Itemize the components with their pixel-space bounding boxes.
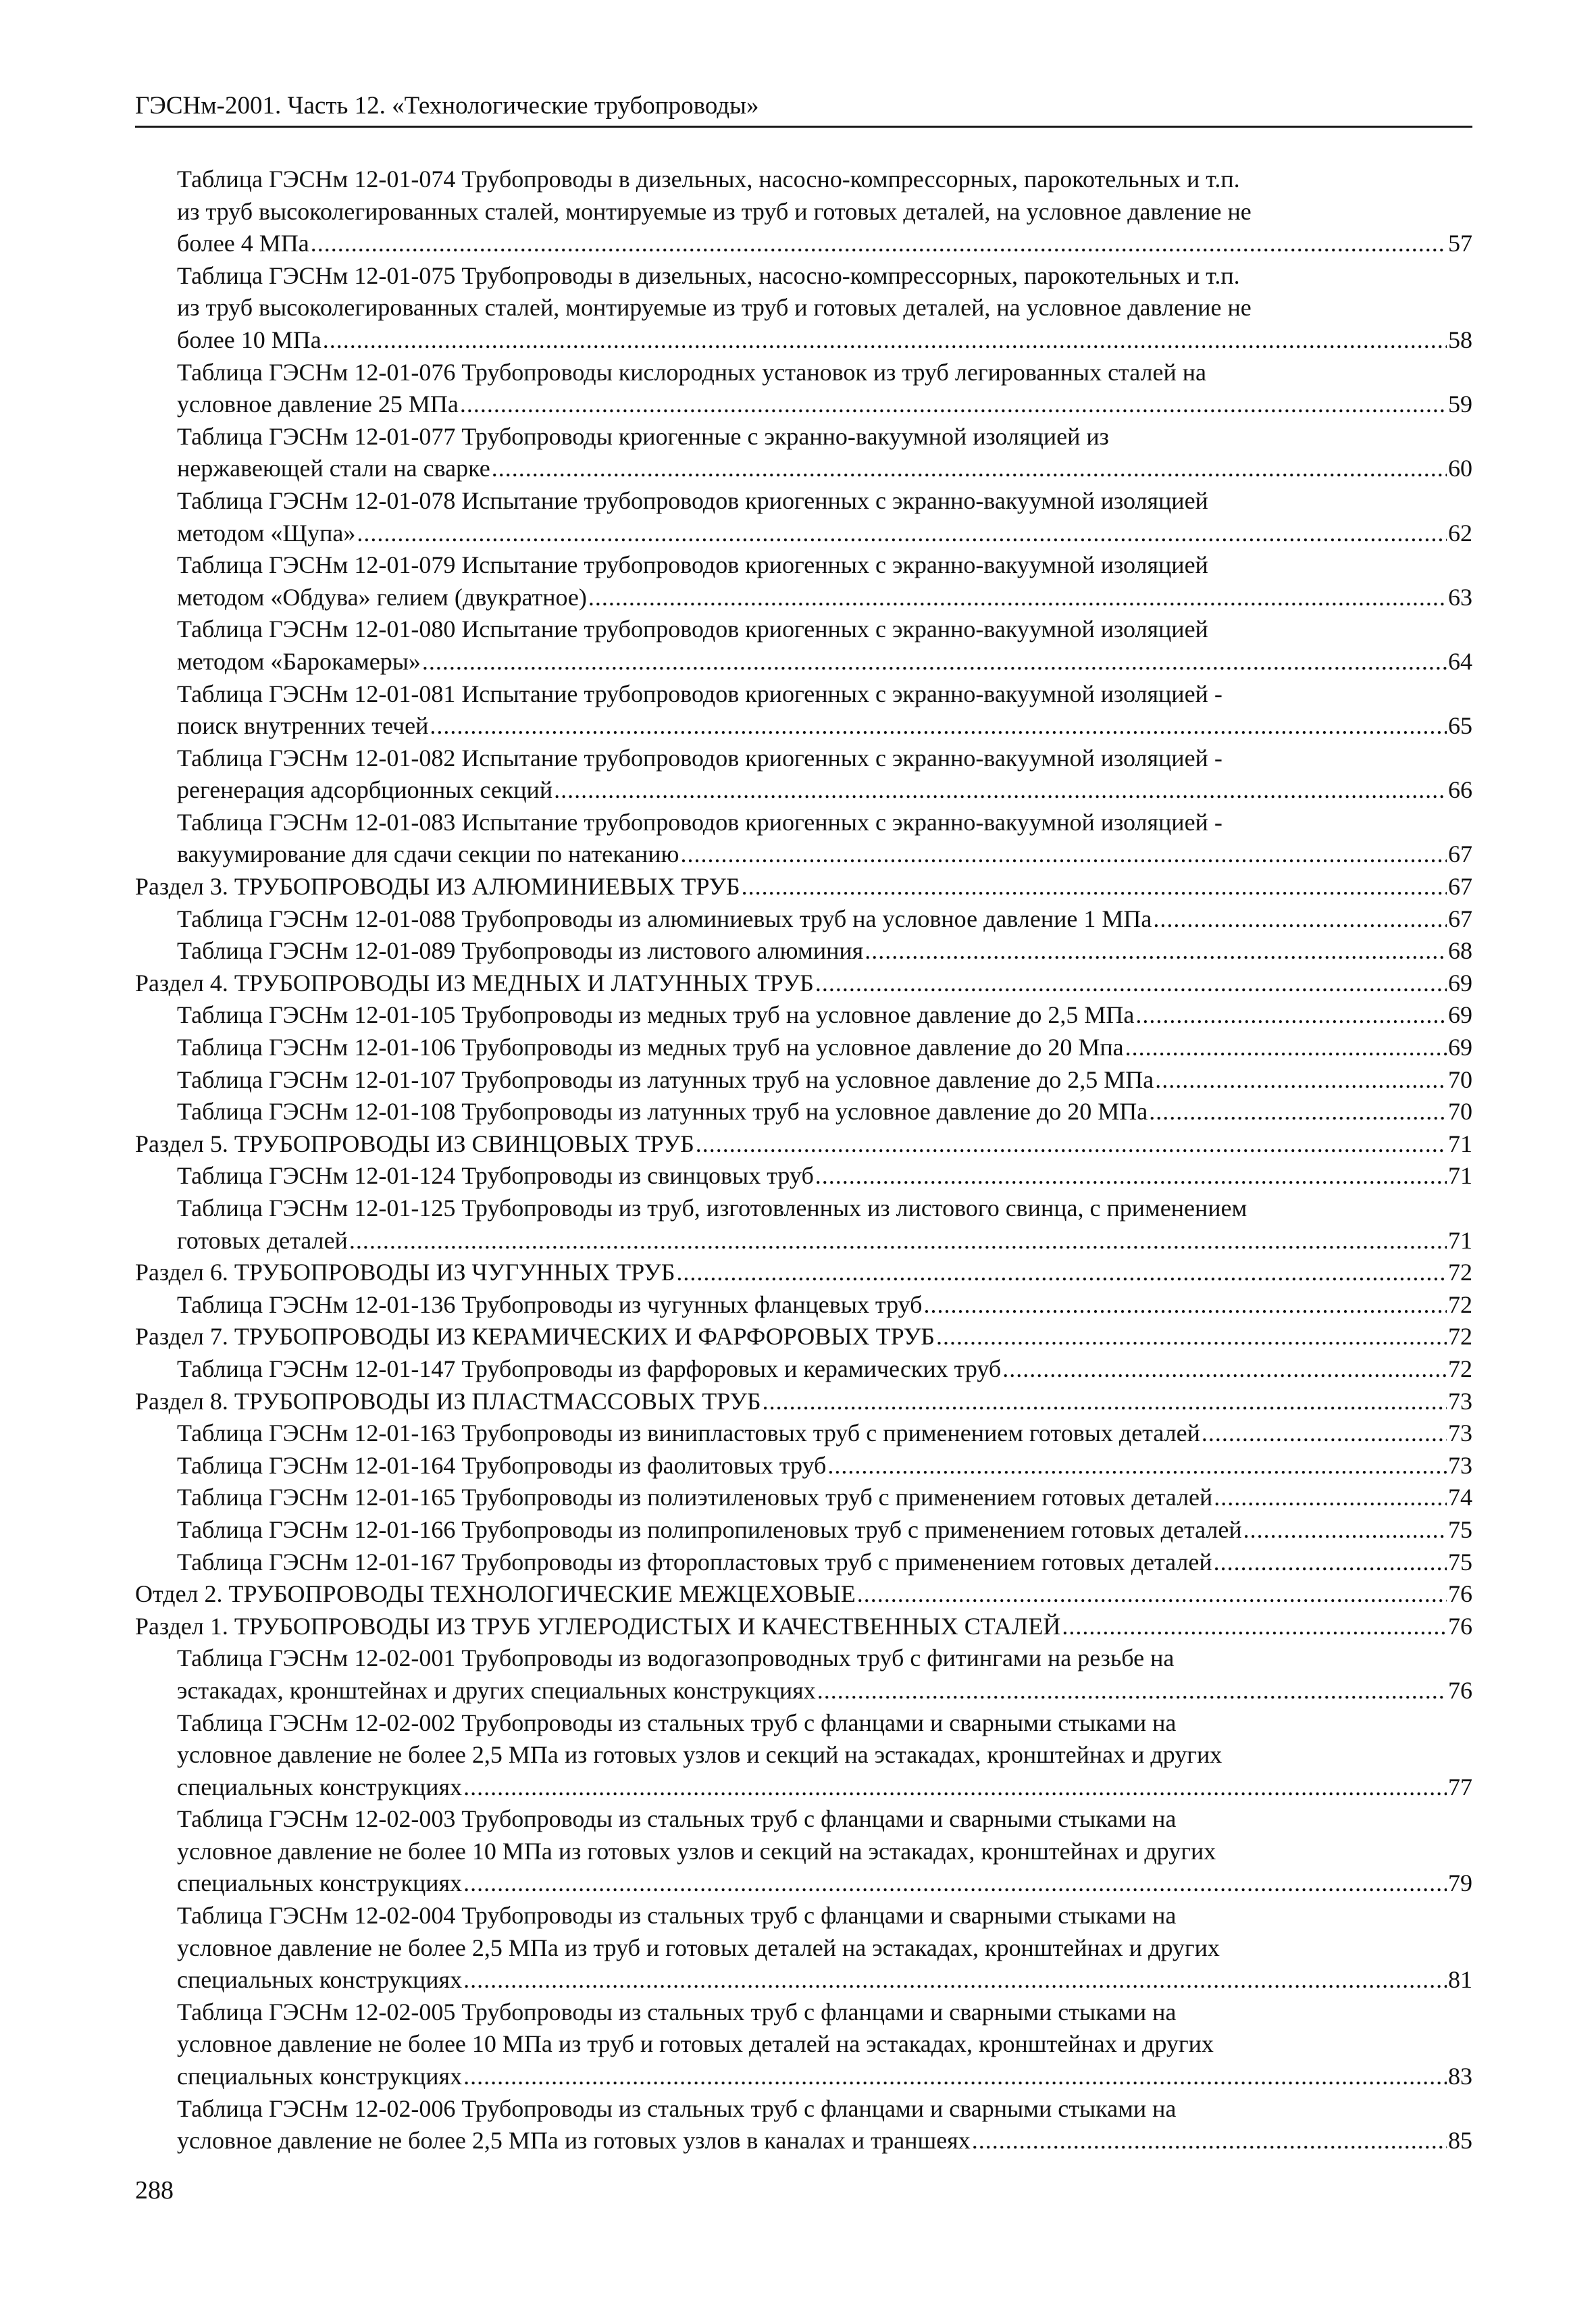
toc-entry-last-line <box>177 1064 1472 1097</box>
toc-entry-title: Таблица ГЭСНм 12-01-105 Трубопроводы из медных труб на условное давление до 2,5 МПа <box>177 1001 1135 1029</box>
toc-entry-title: Таблица ГЭСНм 12-01-124 Трубопроводы из свинцовых труб <box>177 1162 814 1190</box>
toc-entry-title: Таблица ГЭСНм 12-01-107 Трубопроводы из латунных труб на условное давление до 2,5 МПа <box>177 1065 1154 1093</box>
toc-entry-title: Раздел 5. ТРУБОПРОВОДЫ ИЗ СВИНЦОВЫХ ТРУБ <box>135 1130 694 1157</box>
toc-entry-title: Раздел 7. ТРУБОПРОВОДЫ ИЗ КЕРАМИЧЕСКИХ И ФАРФОРОВЫХ ТРУБ <box>135 1323 935 1351</box>
toc-entry-title: более 10 МПа <box>177 326 321 353</box>
toc-entry-last-line <box>177 324 1472 357</box>
toc-entry-text-line: Таблица ГЭСНм 12-01-079 Испытание трубопроводов криогенных с экранно-вакуумной изоляцией <box>177 551 1208 579</box>
toc-section-entry[interactable] <box>135 1578 1472 1611</box>
running-header <box>135 89 1472 128</box>
toc-entry-title: Раздел 4. ТРУБОПРОВОДЫ ИЗ МЕДНЫХ И ЛАТУННЫХ ТРУБ <box>135 969 814 997</box>
toc-page-number: 74 <box>1448 1484 1472 1511</box>
dot-leader <box>815 1160 1447 1192</box>
toc-entry-title: методом «Щупа» <box>177 519 356 547</box>
toc-section-entry[interactable] <box>135 1257 1472 1289</box>
toc-table-entry[interactable] <box>135 421 1472 485</box>
toc-table-entry[interactable] <box>135 1289 1472 1322</box>
toc-table-entry[interactable] <box>135 1803 1472 1900</box>
toc-entry-last-line <box>177 1450 1472 1482</box>
toc-page-number: 57 <box>1448 230 1472 257</box>
toc-entry-title: Таблица ГЭСНм 12-01-106 Трубопроводы из медных труб на условное давление до 20 Мпа <box>177 1034 1124 1061</box>
toc-entry-last-line <box>177 710 1472 743</box>
toc-entry-text-line: условное давление не более 2,5 МПа из готовых узлов и секций на эстакадах, кронштейнах и других <box>177 1741 1222 1769</box>
toc-page-number: 81 <box>1448 1966 1472 1994</box>
toc-entry-title: Таблица ГЭСНм 12-01-108 Трубопроводы из латунных труб на условное давление до 20 МПа <box>177 1098 1148 1126</box>
dot-leader <box>460 388 1447 421</box>
dot-leader <box>1062 1611 1447 1643</box>
toc-page-number: 60 <box>1448 455 1472 482</box>
dot-leader <box>680 838 1447 871</box>
toc-entry-last-line <box>135 1321 1472 1353</box>
toc-entry-title: Таблица ГЭСНм 12-01-147 Трубопроводы из фарфоровых и керамических труб <box>177 1355 1002 1382</box>
toc-entry-title: Таблица ГЭСНм 12-01-136 Трубопроводы из чугунных фланцевых труб <box>177 1290 923 1318</box>
toc-entry-last-line <box>177 1417 1472 1450</box>
toc-entry-title: эстакадах, кронштейнах и других специальных конструкциях <box>177 1676 816 1704</box>
dot-leader <box>865 935 1447 967</box>
dot-leader <box>857 1578 1447 1611</box>
toc-table-entry[interactable] <box>135 935 1472 967</box>
toc-entry-title: Раздел 3. ТРУБОПРОВОДЫ ИЗ АЛЮМИНИЕВЫХ ТРУБ <box>135 873 740 901</box>
toc-entry-last-line <box>177 1964 1472 1996</box>
dot-leader <box>1149 1096 1447 1128</box>
toc-page-number: 67 <box>1448 905 1472 932</box>
toc-entry-last-line <box>177 838 1472 871</box>
toc-entry-title: Отдел 2. ТРУБОПРОВОДЫ ТЕХНОЛОГИЧЕСКИЕ МЕЖЦЕХОВЫЕ <box>135 1580 856 1608</box>
toc-entry-title: нержавеющей стали на сварке <box>177 455 490 482</box>
toc-entry-last-line <box>177 1353 1472 1386</box>
toc-entry-title: поиск внутренних течей <box>177 712 429 740</box>
toc-page-number: 76 <box>1448 1676 1472 1704</box>
toc-entry-title: Таблица ГЭСНм 12-01-167 Трубопроводы из фторопластовых труб с применением готовых деталей <box>177 1548 1212 1576</box>
toc-entry-last-line <box>177 1867 1472 1900</box>
toc-entry-title: специальных конструкциях <box>177 1966 463 1994</box>
toc-table-entry[interactable] <box>135 485 1472 549</box>
toc-page-number: 71 <box>1448 1130 1472 1157</box>
toc-table-entry[interactable] <box>135 260 1472 357</box>
toc-table-entry[interactable] <box>135 1996 1472 2093</box>
toc-table-entry[interactable] <box>135 1064 1472 1097</box>
toc-table-entry[interactable] <box>135 1707 1472 1804</box>
toc-section-entry[interactable] <box>135 1321 1472 1353</box>
toc-page-number: 77 <box>1448 1773 1472 1801</box>
dot-leader <box>1243 1514 1447 1546</box>
toc-entry-text-line: Таблица ГЭСНм 12-01-078 Испытание трубопроводов криогенных с экранно-вакуумной изоляцией <box>177 486 1208 514</box>
toc-entry-last-line <box>177 2061 1472 2093</box>
dot-leader <box>1202 1417 1447 1450</box>
toc-page-number: 75 <box>1448 1548 1472 1576</box>
toc-entry-last-line <box>177 1225 1472 1257</box>
dot-leader <box>357 518 1447 550</box>
dot-leader <box>1002 1353 1447 1386</box>
toc-table-entry[interactable] <box>135 1514 1472 1546</box>
toc-entry-last-line <box>177 1675 1472 1707</box>
dot-leader <box>349 1225 1447 1257</box>
toc-entry-last-line <box>177 1032 1472 1064</box>
toc-page-number: 79 <box>1448 1869 1472 1897</box>
toc-entry-last-line <box>135 1386 1472 1418</box>
dot-leader <box>463 1964 1447 1996</box>
toc-entry-text-line: Таблица ГЭСНм 12-01-080 Испытание трубопроводов криогенных с экранно-вакуумной изоляцией <box>177 615 1208 643</box>
toc-section-entry[interactable] <box>135 1386 1472 1418</box>
toc-page-number: 71 <box>1448 1226 1472 1254</box>
toc-page-number: 72 <box>1448 1290 1472 1318</box>
toc-table-entry[interactable] <box>135 999 1472 1032</box>
toc-page-number: 67 <box>1448 873 1472 901</box>
dot-leader <box>554 774 1447 807</box>
toc-page-number: 76 <box>1448 1612 1472 1640</box>
page-number: 288 <box>135 2176 174 2205</box>
toc-page-number: 76 <box>1448 1580 1472 1608</box>
dot-leader <box>463 1867 1447 1900</box>
toc-page-number: 69 <box>1448 1001 1472 1029</box>
toc-entry-last-line <box>177 1160 1472 1192</box>
toc-page-number: 59 <box>1448 391 1472 418</box>
toc-entry-last-line <box>177 582 1472 614</box>
toc-table-entry[interactable] <box>135 678 1472 743</box>
toc-entry-text-line: Таблица ГЭСНм 12-02-005 Трубопроводы из стальных труб с фланцами и сварными стыками на <box>177 1998 1177 2026</box>
toc-table-entry[interactable] <box>135 1192 1472 1257</box>
toc-page-number: 83 <box>1448 2063 1472 2090</box>
dot-leader <box>430 710 1447 743</box>
toc-table-entry[interactable] <box>135 1353 1472 1386</box>
dot-leader <box>463 1771 1447 1804</box>
toc-entry-text-line: из труб высоколегированных сталей, монтируемые из труб и готовых деталей, на условное давление не <box>177 294 1252 322</box>
toc-entry-last-line <box>135 1257 1472 1289</box>
toc-entry-last-line <box>177 1771 1472 1804</box>
toc-page-number: 64 <box>1448 647 1472 675</box>
toc-entry-text-line: Таблица ГЭСНм 12-02-003 Трубопроводы из стальных труб с фланцами и сварными стыками на <box>177 1805 1177 1833</box>
toc-entry-title: Таблица ГЭСНм 12-01-165 Трубопроводы из полиэтиленовых труб с применением готовых деталей <box>177 1484 1213 1511</box>
toc-entry-text-line: Таблица ГЭСНм 12-01-076 Трубопроводы кислородных установок из труб легированных сталей на <box>177 358 1206 386</box>
toc-entry-title: условное давление 25 МПа <box>177 391 459 418</box>
toc-table-entry[interactable] <box>135 1160 1472 1192</box>
running-header-title: ГЭСНм-2001. Часть 12. «Технологические трубопроводы» <box>135 92 759 120</box>
toc-table-entry[interactable] <box>135 1417 1472 1450</box>
toc-entry-title: методом «Барокамеры» <box>177 647 421 675</box>
dot-leader <box>492 453 1447 485</box>
dot-leader <box>1155 1064 1447 1097</box>
dot-leader <box>742 871 1447 903</box>
toc-entry-last-line <box>177 388 1472 421</box>
toc-table-entry[interactable] <box>135 1032 1472 1064</box>
dot-leader <box>936 1321 1447 1353</box>
toc-entry-text-line: Таблица ГЭСНм 12-01-074 Трубопроводы в дизельных, насосно-компрессорных, парокотельных и т.п. <box>177 166 1240 193</box>
toc-page-number: 72 <box>1448 1259 1472 1286</box>
toc-entry-last-line <box>177 774 1472 807</box>
toc-entry-last-line <box>135 1578 1472 1611</box>
dot-leader <box>422 646 1447 678</box>
toc-page-number: 69 <box>1448 1034 1472 1061</box>
toc-entry-title: Таблица ГЭСНм 12-01-164 Трубопроводы из фаолитовых труб <box>177 1451 827 1479</box>
dot-leader <box>1153 903 1447 936</box>
toc-table-entry[interactable] <box>135 1546 1472 1579</box>
toc-entry-text-line: Таблица ГЭСНм 12-02-006 Трубопроводы из стальных труб с фланцами и сварными стыками на <box>177 2094 1177 2122</box>
toc-entry-last-line <box>177 1482 1472 1514</box>
toc-entry-title: Раздел 8. ТРУБОПРОВОДЫ ИЗ ПЛАСТМАССОВЫХ ТРУБ <box>135 1387 761 1415</box>
toc-entry-title: Раздел 6. ТРУБОПРОВОДЫ ИЗ ЧУГУННЫХ ТРУБ <box>135 1259 675 1286</box>
toc-page-number: 75 <box>1448 1515 1472 1543</box>
toc-page-number: 67 <box>1448 840 1472 868</box>
toc-entry-last-line <box>177 1289 1472 1322</box>
toc-page-number: 68 <box>1448 937 1472 965</box>
dot-leader <box>311 228 1447 260</box>
toc-entry-text-line: условное давление не более 10 МПа из готовых узлов и секций на эстакадах, кронштейнах и других <box>177 1837 1216 1865</box>
dot-leader <box>817 1675 1447 1707</box>
toc-entry-title: специальных конструкциях <box>177 1869 463 1897</box>
toc-section-entry[interactable] <box>135 1128 1472 1161</box>
toc-entry-last-line <box>177 228 1472 260</box>
dot-leader <box>815 967 1447 1000</box>
toc-table-entry[interactable] <box>135 164 1472 260</box>
toc-page-number: 69 <box>1448 969 1472 997</box>
toc-entry-title: регенерация адсорбционных секций <box>177 776 553 804</box>
toc-page-number: 70 <box>1448 1098 1472 1126</box>
dot-leader <box>1214 1482 1447 1514</box>
toc-entry-text-line: Таблица ГЭСНм 12-01-075 Трубопроводы в дизельных, насосно-компрессорных, парокотельных и т.п. <box>177 261 1240 289</box>
toc-entry-last-line <box>177 1514 1472 1546</box>
toc-entry-title: специальных конструкциях <box>177 2063 463 2090</box>
toc-entry-title: Таблица ГЭСНм 12-01-166 Трубопроводы из полипропиленовых труб с применением готовых деталей <box>177 1515 1242 1543</box>
toc-page-number: 70 <box>1448 1065 1472 1093</box>
dot-leader <box>1125 1032 1447 1064</box>
dot-leader <box>463 2061 1447 2093</box>
table-of-contents <box>135 164 1472 2157</box>
toc-table-entry[interactable] <box>135 357 1472 421</box>
toc-entry-last-line <box>177 935 1472 967</box>
toc-page-number: 73 <box>1448 1387 1472 1415</box>
toc-page-number: 65 <box>1448 712 1472 740</box>
toc-entry-last-line <box>177 2125 1472 2157</box>
dot-leader <box>827 1450 1447 1482</box>
toc-entry-text-line: Таблица ГЭСНм 12-02-001 Трубопроводы из водогазопроводных труб с фитингами на резьбе на <box>177 1644 1175 1672</box>
dot-leader <box>972 2125 1447 2157</box>
toc-table-entry[interactable] <box>135 1482 1472 1514</box>
toc-page-number: 62 <box>1448 519 1472 547</box>
toc-page-number: 63 <box>1448 583 1472 611</box>
toc-entry-text-line: условное давление не более 10 МПа из труб и готовых деталей на эстакадах, кронштейнах и других <box>177 2030 1214 2058</box>
toc-entry-text-line: Таблица ГЭСНм 12-01-077 Трубопроводы криогенные с экранно-вакуумной изоляцией из <box>177 422 1109 450</box>
toc-page-number: 72 <box>1448 1323 1472 1351</box>
toc-entry-text-line: условное давление не более 2,5 МПа из труб и готовых деталей на эстакадах, кронштейнах и других <box>177 1934 1220 1961</box>
toc-page-number: 85 <box>1448 2127 1472 2155</box>
toc-table-entry[interactable] <box>135 613 1472 678</box>
toc-entry-title: Таблица ГЭСНм 12-01-089 Трубопроводы из листового алюминия <box>177 937 864 965</box>
toc-entry-text-line: Таблица ГЭСНм 12-01-081 Испытание трубопроводов криогенных с экранно-вакуумной изоляцией - <box>177 680 1222 707</box>
toc-entry-title: условное давление не более 2,5 МПа из готовых узлов в каналах и траншеях <box>177 2127 971 2155</box>
toc-page-number: 71 <box>1448 1162 1472 1190</box>
toc-entry-last-line <box>135 871 1472 903</box>
toc-table-entry[interactable] <box>135 549 1472 613</box>
toc-section-entry[interactable] <box>135 1611 1472 1643</box>
toc-entry-last-line <box>135 967 1472 1000</box>
toc-page-number: 72 <box>1448 1355 1472 1382</box>
toc-entry-title: более 4 МПа <box>177 230 309 257</box>
toc-entry-last-line <box>177 903 1472 936</box>
toc-table-entry[interactable] <box>135 1096 1472 1128</box>
toc-table-entry[interactable] <box>135 2093 1472 2157</box>
toc-entry-last-line <box>177 646 1472 678</box>
toc-entry-last-line <box>135 1128 1472 1161</box>
toc-entry-text-line: Таблица ГЭСНм 12-01-125 Трубопроводы из труб, изготовленных из листового свинца, с применением <box>177 1194 1247 1222</box>
toc-entry-last-line <box>177 518 1472 550</box>
dot-leader <box>763 1386 1447 1418</box>
toc-entry-last-line <box>177 1546 1472 1579</box>
toc-entry-text-line: Таблица ГЭСНм 12-01-083 Испытание трубопроводов криогенных с экранно-вакуумной изоляцией - <box>177 808 1222 836</box>
toc-entry-title: готовых деталей <box>177 1226 348 1254</box>
toc-page-number: 58 <box>1448 326 1472 353</box>
dot-leader <box>923 1289 1447 1322</box>
toc-entry-title: специальных конструкциях <box>177 1773 463 1801</box>
toc-page-number: 66 <box>1448 776 1472 804</box>
toc-page-number: 73 <box>1448 1451 1472 1479</box>
toc-entry-text-line: Таблица ГЭСНм 12-02-004 Трубопроводы из стальных труб с фланцами и сварными стыками на <box>177 1902 1177 1930</box>
dot-leader <box>323 324 1447 357</box>
toc-entry-text-line: Таблица ГЭСНм 12-02-002 Трубопроводы из стальных труб с фланцами и сварными стыками на <box>177 1709 1177 1736</box>
toc-table-entry[interactable] <box>135 1642 1472 1707</box>
toc-entry-title: Таблица ГЭСНм 12-01-163 Трубопроводы из винипластовых труб с применением готовых деталей <box>177 1419 1200 1447</box>
toc-section-entry[interactable] <box>135 967 1472 1000</box>
toc-entry-last-line <box>177 1096 1472 1128</box>
toc-entry-title: методом «Обдува» гелием (двукратное) <box>177 583 587 611</box>
dot-leader <box>696 1128 1447 1161</box>
toc-table-entry[interactable] <box>135 807 1472 871</box>
dot-leader <box>1214 1546 1447 1579</box>
toc-entry-title: Таблица ГЭСНм 12-01-088 Трубопроводы из алюминиевых труб на условное давление 1 МПа <box>177 905 1152 932</box>
toc-entry-text-line: из труб высоколегированных сталей, монтируемые из труб и готовых деталей, на условное давление не <box>177 197 1252 225</box>
dot-leader <box>1135 999 1447 1032</box>
toc-entry-title: Раздел 1. ТРУБОПРОВОДЫ ИЗ ТРУБ УГЛЕРОДИСТЫХ И КАЧЕСТВЕННЫХ СТАЛЕЙ <box>135 1612 1061 1640</box>
toc-section-entry[interactable] <box>135 871 1472 903</box>
toc-entry-last-line <box>135 1611 1472 1643</box>
toc-table-entry[interactable] <box>135 1450 1472 1482</box>
toc-table-entry[interactable] <box>135 903 1472 936</box>
toc-entry-text-line: Таблица ГЭСНм 12-01-082 Испытание трубопроводов криогенных с экранно-вакуумной изоляцией - <box>177 744 1222 772</box>
dot-leader <box>588 582 1447 614</box>
toc-table-entry[interactable] <box>135 1900 1472 1996</box>
toc-entry-title: вакуумирование для сдачи секции по натеканию <box>177 840 679 868</box>
toc-table-entry[interactable] <box>135 743 1472 807</box>
toc-page-number: 73 <box>1448 1419 1472 1447</box>
toc-entry-last-line <box>177 453 1472 485</box>
toc-entry-last-line <box>177 999 1472 1032</box>
dot-leader <box>676 1257 1447 1289</box>
